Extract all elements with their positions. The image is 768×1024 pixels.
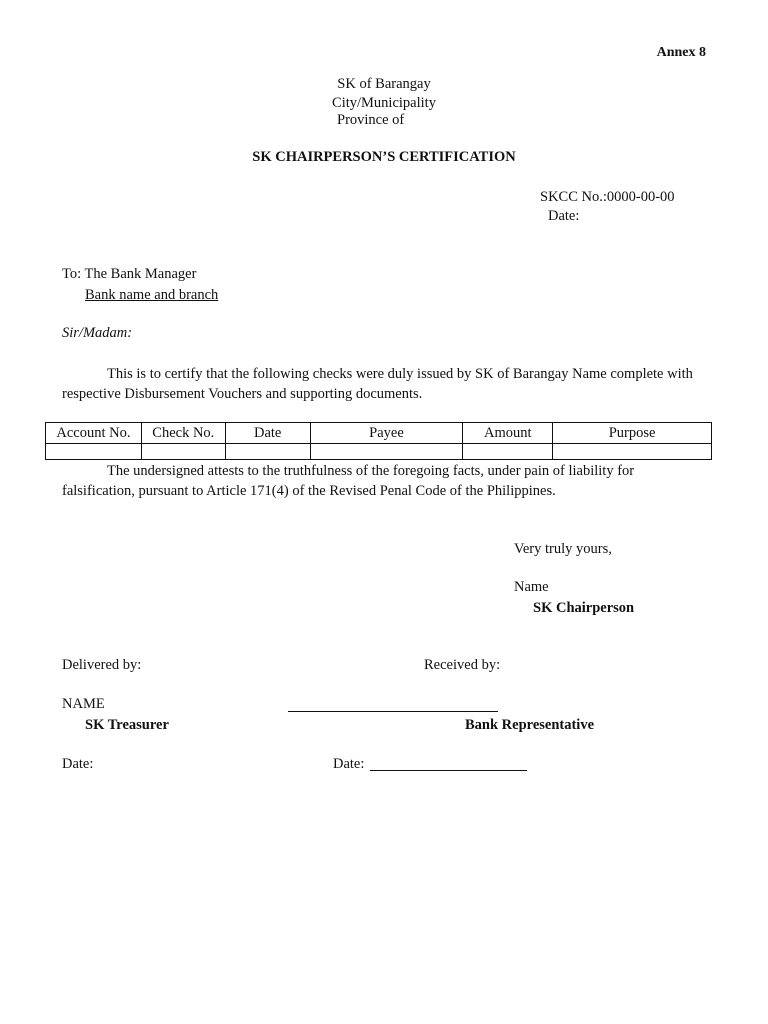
column-header-purpose: Purpose bbox=[553, 423, 712, 444]
bank-representative-date-line bbox=[370, 770, 527, 771]
table-cell bbox=[46, 444, 142, 460]
bank-name-branch: Bank name and branch bbox=[85, 287, 219, 303]
table-cell bbox=[553, 444, 712, 460]
bank-representative-signature-line bbox=[288, 711, 498, 712]
header-city: City/Municipality bbox=[332, 95, 436, 111]
table-header-row bbox=[46, 423, 712, 444]
checks-table bbox=[45, 422, 712, 460]
column-header-date: Date bbox=[225, 423, 310, 444]
table-cell bbox=[310, 444, 463, 460]
closing-phrase: Very truly yours, bbox=[514, 541, 612, 557]
received-by-label: Received by: bbox=[424, 657, 501, 673]
chairperson-title: SK Chairperson bbox=[533, 600, 635, 616]
delivered-by-label: Delivered by: bbox=[62, 657, 142, 673]
table-cell bbox=[141, 444, 225, 460]
column-header-account-no: Account No. bbox=[46, 423, 142, 444]
certification-date: Date: bbox=[548, 208, 580, 224]
table-row bbox=[46, 444, 712, 460]
table-cell bbox=[463, 444, 553, 460]
addressee: To: The Bank Manager bbox=[62, 266, 197, 282]
header-province: Province of bbox=[337, 112, 405, 128]
certification-paragraph: This is to certify that the following checks were duly issued by SK of Barangay Name complete with respective Disbursement Vouchers and supporting documents. bbox=[62, 366, 693, 402]
column-header-check-no: Check No. bbox=[141, 423, 225, 444]
column-header-payee: Payee bbox=[310, 423, 463, 444]
bank-representative-date-label: Date: bbox=[333, 756, 365, 772]
annex-label: Annex 8 bbox=[656, 45, 706, 60]
treasurer-name: NAME bbox=[62, 696, 105, 712]
chairperson-name: Name bbox=[514, 579, 549, 595]
table-cell bbox=[225, 444, 310, 460]
treasurer-date-label: Date: bbox=[62, 756, 94, 772]
treasurer-title: SK Treasurer bbox=[85, 717, 169, 733]
salutation: Sir/Madam: bbox=[62, 325, 133, 341]
skcc-number: SKCC No.:0000-00-00 bbox=[540, 189, 675, 205]
column-header-amount: Amount bbox=[463, 423, 553, 444]
bank-representative-title: Bank Representative bbox=[465, 717, 595, 733]
attestation-paragraph: The undersigned attests to the truthfulness of the foregoing facts, under pain of liability for falsification, pursuant to Article 171(4) of the Revised Penal Code of the Philippines. bbox=[62, 463, 635, 499]
header-barangay: SK of Barangay bbox=[337, 76, 431, 92]
document-title: SK CHAIRPERSON’S CERTIFICATION bbox=[252, 149, 516, 165]
